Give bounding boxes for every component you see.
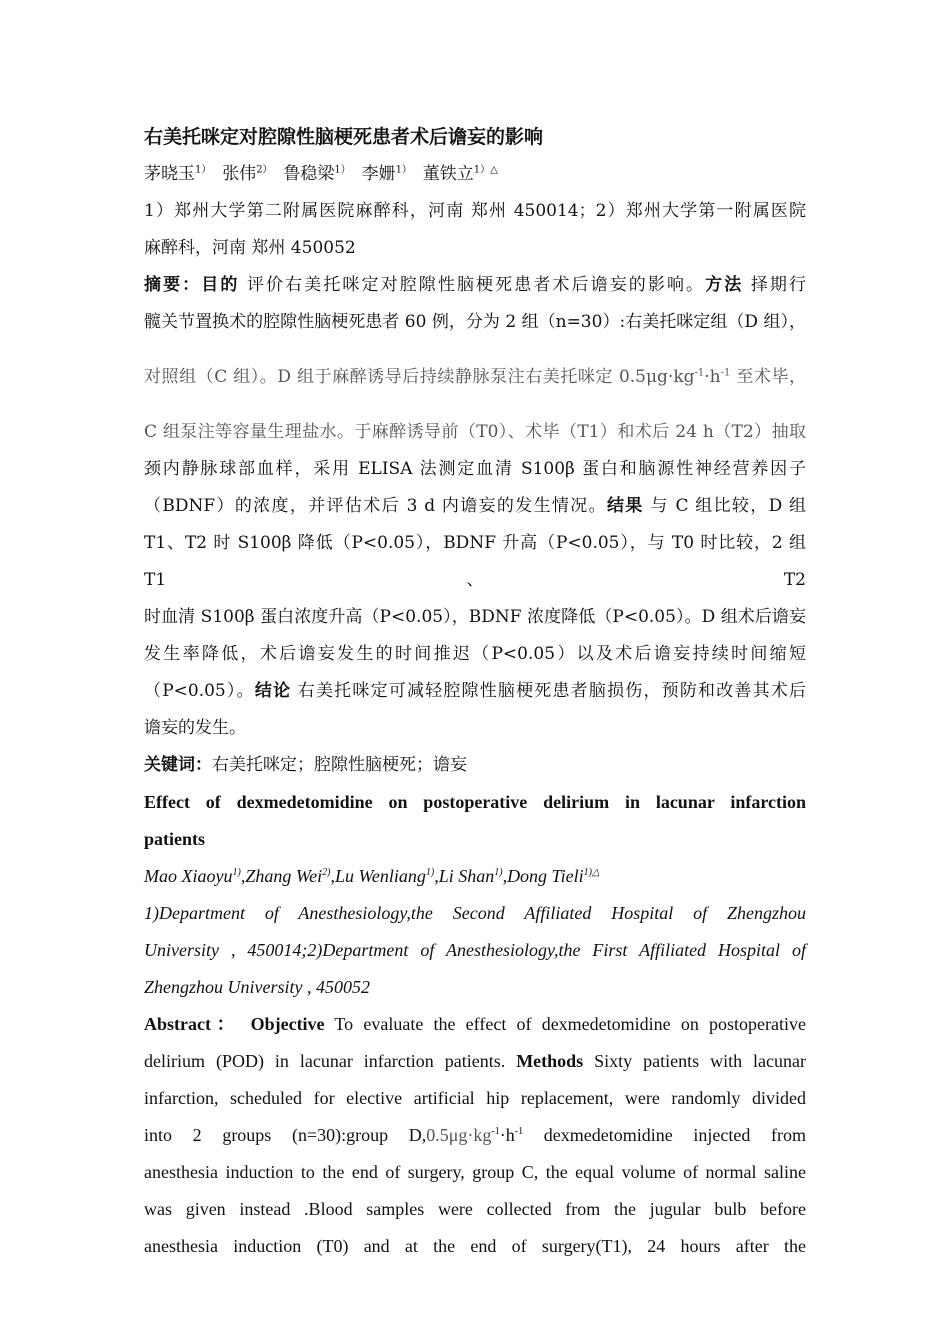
text: delirium (POD) in lacunar infarction patients.: [144, 1051, 517, 1071]
keywords-label: 关键词：: [144, 755, 212, 775]
author-en: Li Shan: [438, 866, 495, 886]
text: 右美托咪定可减轻腔隙性脑梗死患者脑损伤，预防和改善其术后: [291, 681, 806, 701]
text: Sixty patients with lacunar: [583, 1051, 807, 1071]
title-en: patients: [144, 829, 206, 849]
abstract-en-line: [144, 1043, 806, 1080]
affiliation-en-line: Zhengzhou University , 450052: [144, 977, 370, 997]
author-cn: 董铁立: [422, 164, 474, 184]
author-cn: 鲁稳梁: [283, 164, 335, 184]
author-mark: 1): [494, 867, 503, 878]
author-en: Lu Wenliang: [335, 866, 426, 886]
superscript: -1: [491, 1126, 500, 1137]
abstract-en-label: Abstract：: [144, 1014, 241, 1034]
author-mark: 2): [322, 867, 331, 878]
authors-en: Mao Xiaoyu$^{1)}$,Zhang Wei$^{2)}$,Lu Wenliang$^{1)}$,Li Shan$^{1)}$,Dong Tieli$^{1)\triangle}$: [144, 866, 600, 886]
author-mark: 1): [232, 867, 241, 878]
affiliation-cn-line: 麻醉科，河南 郑州 450052: [144, 238, 356, 258]
author-mark: 1): [425, 867, 435, 878]
text: ·h: [704, 367, 721, 387]
authors-cn: [144, 156, 806, 193]
author-mark: 1）: [195, 164, 212, 176]
text: To evaluate the effect of dexmedetomidine on postoperative: [324, 1014, 807, 1034]
author-en: Dong Tieli: [507, 866, 584, 886]
superscript: -1: [720, 367, 731, 379]
results-label: 结果: [606, 496, 644, 516]
abstract-cn-line: 发生率降低，术后谵妄发生的时间推迟（P<0.05）以及术后谵妄持续时间缩短: [144, 644, 806, 664]
author-cn: 李姗: [361, 164, 396, 184]
author-mark: 1）△: [473, 164, 498, 176]
abstract-en-line: [144, 1117, 806, 1154]
affiliation-en-line: University , 450014;2)Department of Anesthesiology,the First Affiliated Hospital of: [144, 940, 806, 960]
text: （BDNF）的浓度，并评估术后 3 d 内谵妄的发生情况。: [144, 496, 607, 516]
author-cn: 张伟: [222, 164, 257, 184]
author-cn: 茅晓玉: [144, 164, 195, 184]
abstract-en-line: anesthesia induction (T0) and at the end of surgery(T1), 24 hours after the: [144, 1236, 806, 1256]
title-en: Effect of dexmedetomidine on postoperative delirium in lacunar infarction: [144, 792, 806, 812]
objective-text: 评价右美托咪定对腔隙性脑梗死患者术后谵妄的影响。: [239, 275, 706, 295]
text: into 2 groups (n=30):group D,: [144, 1125, 427, 1145]
abstract-cn-line: 时血清 S100β 蛋白浓度升高（P<0.05），BDNF 浓度降低（P<0.05）。D 组术后谵妄: [144, 607, 806, 627]
methods-en-label: Methods: [516, 1051, 584, 1071]
author-en: Zhang Wei: [245, 866, 323, 886]
text: （P<0.05）。: [144, 681, 255, 701]
author-mark: 1）: [395, 164, 412, 176]
text: 对照组（C 组）。D 组于麻醉诱导后持续静脉泵注右美托咪定 0.5μg·kg: [144, 367, 695, 387]
objective-en-label: Objective: [250, 1014, 325, 1034]
objective-label: 目的: [201, 275, 240, 295]
author-mark: 1）: [334, 164, 351, 176]
author-mark: 2）: [256, 164, 273, 176]
dose-text: 0.5μg·kg: [426, 1125, 492, 1145]
abstract-cn-line: [144, 359, 806, 396]
author-mark: 1)△: [583, 867, 600, 878]
abstract-en-line: was given instead .Blood samples were collected from the jugular bulb before: [144, 1199, 806, 1219]
affiliation-cn-line: 1）郑州大学第二附属医院麻醉科，河南 郑州 450014；2）郑州大学第一附属医院: [144, 201, 806, 221]
keywords-cn: [144, 747, 806, 784]
affiliation-en-line: 1)Department of Anesthesiology,the Second Affiliated Hospital of Zhengzhou: [144, 903, 806, 923]
author-en: Mao Xiaoyu: [144, 866, 233, 886]
text: ·h: [499, 1125, 515, 1145]
abstract-en-line: anesthesia induction to the end of surgery, group C, the equal volume of normal saline: [144, 1162, 806, 1182]
abstract-cn-line: 髋关节置换术的腔隙性脑梗死患者 60 例，分为 2 组（n=30）:右美托咪定组（D 组），: [144, 312, 806, 332]
superscript: -1: [514, 1126, 524, 1137]
text: 择期行: [743, 275, 807, 295]
title-cn: 右美托咪定对腔隙性脑梗死患者术后谵妄的影响: [144, 126, 544, 148]
methods-label: 方法: [705, 275, 744, 295]
conclusion-label: 结论: [254, 681, 292, 701]
keywords-text: 右美托咪定；腔隙性脑梗死；谵妄: [212, 755, 467, 775]
abstract-cn-line: 颈内静脉球部血样，采用 ELISA 法测定血清 S100β 蛋白和脑源性神经营养因子: [144, 459, 806, 479]
document-page: [144, 118, 806, 1265]
abstract-cn-line: [144, 267, 806, 304]
superscript: -1: [694, 367, 705, 379]
text: dexmedetomidine injected from: [523, 1125, 806, 1145]
abstract-en-line: infarction, scheduled for elective artificial hip replacement, were randomly divided: [144, 1088, 806, 1108]
abstract-cn-line: [144, 673, 806, 710]
abstract-cn-line: T1、T2 时 S100β 降低（P<0.05），BDNF 升高（P<0.05），与 T0 时比较，2 组 T1、T2: [144, 533, 806, 590]
abstract-en-line: [144, 1006, 806, 1043]
abstract-cn-line: C 组泵注等容量生理盐水。于麻醉诱导前（T0）、术毕（T1）和术后 24 h（T2）抽取: [144, 422, 806, 442]
text: 至术毕，: [730, 367, 807, 387]
abstract-cn-line: [144, 488, 806, 525]
abstract-cn-label: 摘要：: [144, 275, 202, 295]
text: 与 C 组比较，D 组: [643, 496, 806, 516]
abstract-cn-line: 谵妄的发生。: [144, 718, 246, 738]
